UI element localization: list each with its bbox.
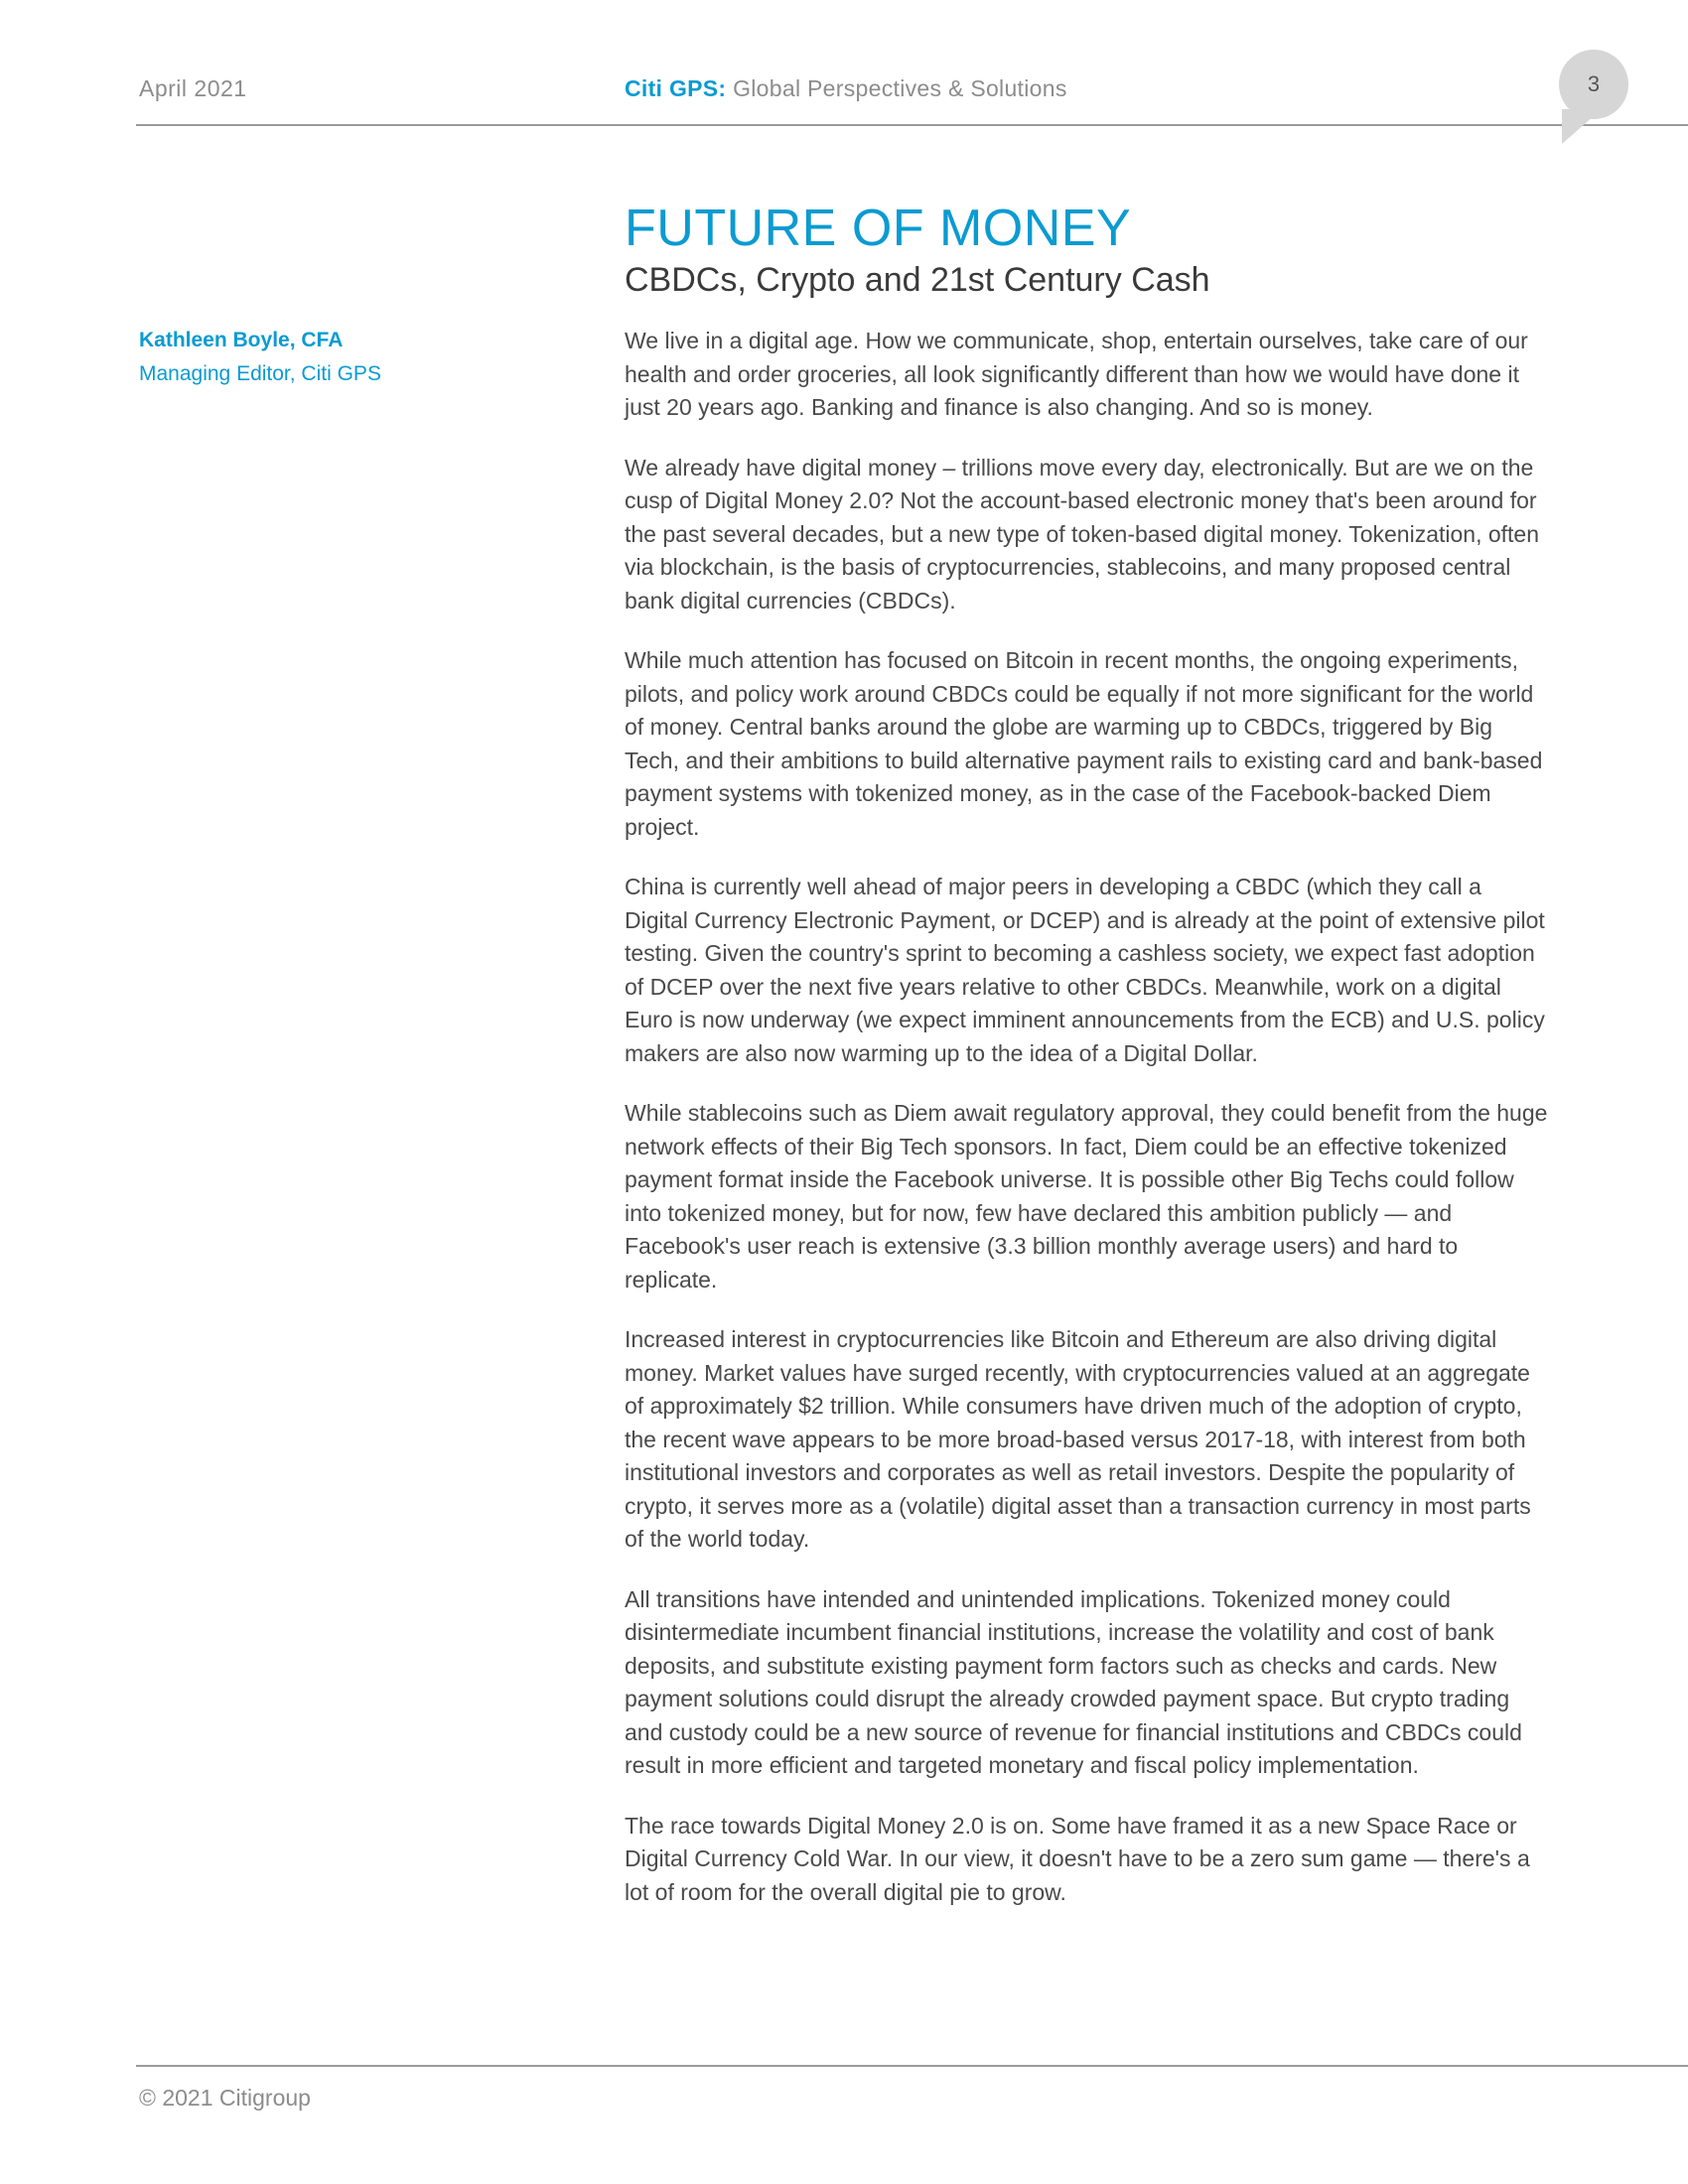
brand-tagline: Global Perspectives & Solutions — [726, 75, 1067, 101]
author-name: Kathleen Boyle, CFA — [139, 329, 344, 351]
article-body — [625, 325, 1548, 1936]
header-date: April 2021 — [139, 75, 247, 101]
page-subtitle: CBDCs, Crypto and 21st Century Cash — [625, 261, 1210, 299]
header-rule — [136, 124, 1688, 126]
paragraph: While much attention has focused on Bitcoin in recent months, the ongoing experiments, pilots, and policy work around CBDCs could be equally if not more significant for the world of money. Central banks around the globe are warming up to CBDCs, triggered by Big Tech, and their ambitions to build alternative payment rails to existing card and bank-based payment systems with tokenized money, as in the case of the Facebook-backed Diem project. — [625, 647, 1543, 840]
author-role: Managing Editor, Citi GPS — [139, 362, 381, 385]
paragraph: We live in a digital age. How we communicate, shop, entertain ourselves, take care of our health and order groceries, all look significantly different than how we would have done it just 20 years ago. Banking and finance is also changing. And so is money. — [625, 328, 1528, 420]
header-brand — [625, 75, 1067, 102]
page-number-badge: 3 — [1559, 50, 1628, 119]
paragraph: While stablecoins such as Diem await regulatory approval, they could benefit from the huge network effects of their Big Tech sponsors. In fact, Diem could be an effective tokenized payment format inside the Facebook universe. It is possible other Big Techs could follow into tokenized money, but for now, few have declared this ambition publicly — and Facebook's user reach is extensive (3.3 billion monthly average users) and hard to replicate. — [625, 1100, 1548, 1293]
paragraph: China is currently well ahead of major peers in developing a CBDC (which they call a Digital Currency Electronic Payment, or DCEP) and is already at the point of extensive pilot testing. Given the country's sprint to becoming a cashless society, we expect fast adoption of DCEP over the next five years relative to other CBDCs. Meanwhile, work on a digital Euro is now underway (we expect imminent announcements from the ECB) and U.S. policy makers are also now warming up to the idea of a Digital Dollar. — [625, 874, 1545, 1066]
footer-rule — [136, 2065, 1688, 2067]
brand-name: Citi GPS: — [625, 75, 727, 101]
page-title: FUTURE OF MONEY — [625, 200, 1132, 257]
footer-copyright: © 2021 Citigroup — [139, 2085, 311, 2111]
paragraph: We already have digital money – trillions move every day, electronically. But are we on the cusp of Digital Money 2.0? Not the account-based electronic money that's been around for the past several decades, but a new type of token-based digital money. Tokenization, often via blockchain, is the basis of cryptocurrencies, stablecoins, and many proposed central bank digital currencies (CBDCs). — [625, 454, 1540, 614]
paragraph: The race towards Digital Money 2.0 is on. Some have framed it as a new Space Race or Digital Currency Cold War. In our view, it doesn't have to be a zero sum game — there's a lot of room for the overall digital pie to grow. — [625, 1812, 1530, 1905]
paragraph: All transitions have intended and unintended implications. Tokenized money could disintermediate incumbent financial institutions, increase the volatility and cost of bank deposits, and substitute existing payment form factors such as checks and cards. New payment solutions could disrupt the already crowded payment space. But crypto trading and custody could be a new source of revenue for financial institutions and CBDCs could result in more efficient and targeted monetary and fiscal policy implementation. — [625, 1585, 1522, 1778]
paragraph: Increased interest in cryptocurrencies like Bitcoin and Ethereum are also driving digital money. Market values have surged recently, with cryptocurrencies valued at an aggregate of approximately $2 trillion. While consumers have driven much of the adoption of crypto, the recent wave appears to be more broad-based versus 2017-18, with interest from both institutional investors and corporates as well as retail investors. Despite the popularity of crypto, it serves more as a (volatile) digital asset than a transaction currency in most parts of the world today. — [625, 1326, 1531, 1552]
